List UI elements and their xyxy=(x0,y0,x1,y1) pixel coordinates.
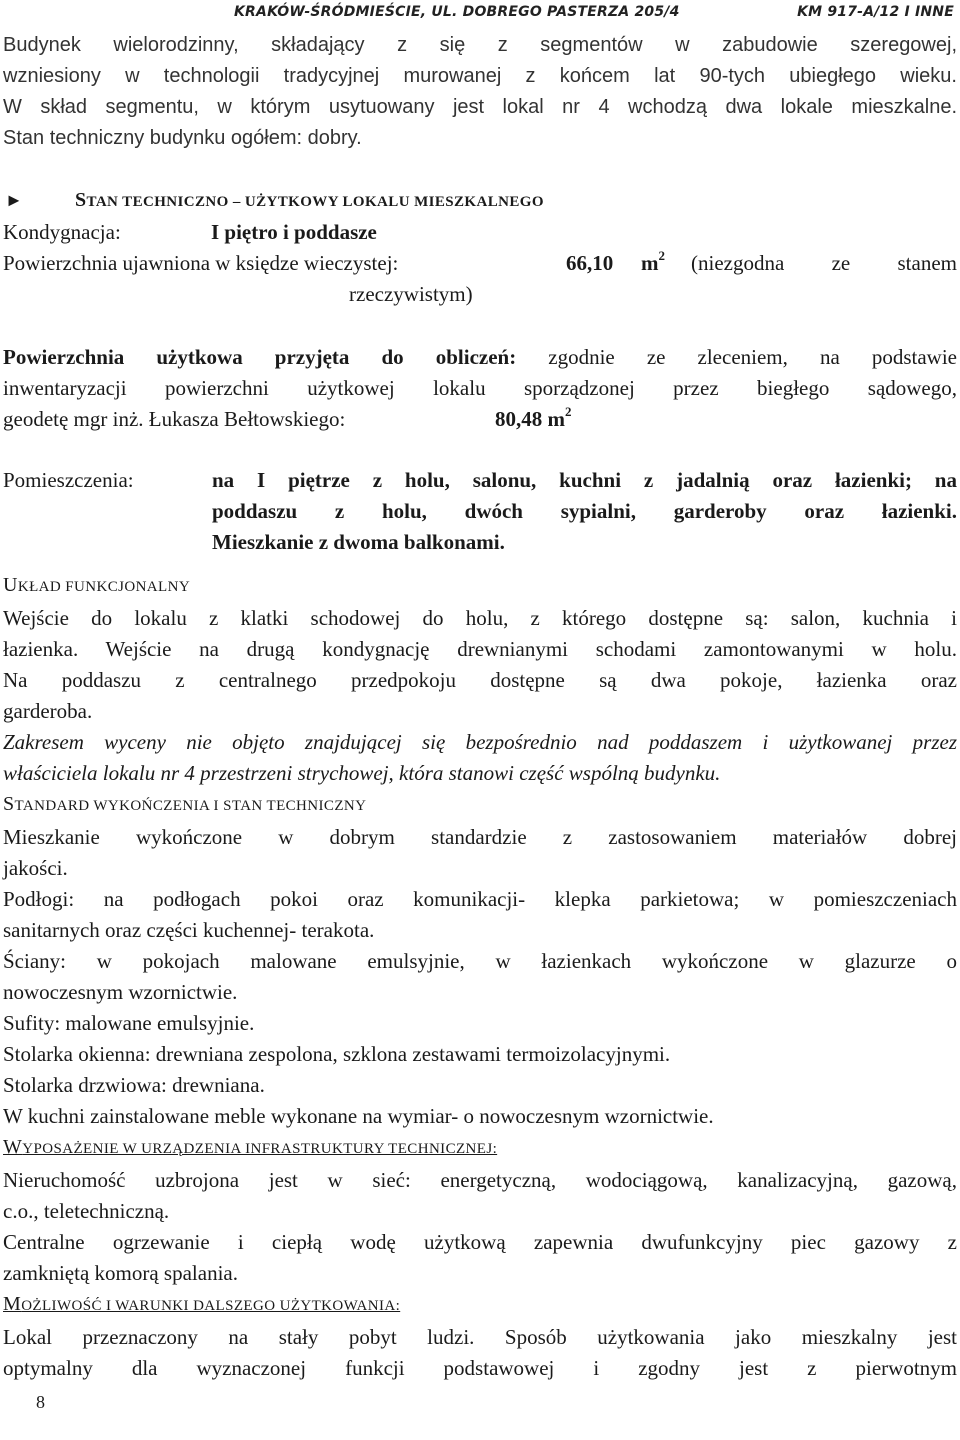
intro-paragraph xyxy=(3,30,957,154)
section-heading-mozliwosc: MOŻLIWOŚĆ I WARUNKI DALSZEGO UŻYTKOWANIA: xyxy=(3,1293,401,1315)
page-header xyxy=(0,2,960,24)
section-heading-standard: STANDARD WYKOŃCZENIA I STAN TECHNICZNY xyxy=(3,793,367,815)
pomieszczenia-label: Pomieszczenia: xyxy=(3,468,134,492)
kondygnacja-label: Kondygnacja: xyxy=(3,220,121,244)
standard-paragraphs: Mieszkanie wykończone w dobrym standardzie z zastosowaniem materiałów dobrej jakości. Podłogi: na podłogach pokoi oraz komunikacji- klepka parkietowa; w pomieszczeniach sanitarnych oraz części kuchennej- terakota. Ściany: w pokojach malowane emulsyjnie, w łazienkach wykończone w glazurze o nowoczesnym wzornictwie. Sufity: malowane emulsyjnie. Stolarka okienna: drewniana zespolona, szklona zestawami termoizolacyjnymi. Stolarka drzwiowa: drewniana. W kuchni zainstalowane meble wykonane na wymiar- o nowoczesnym wzornictwie. xyxy=(3,825,957,1128)
powierzchnia-ujawniona-label: Powierzchnia ujawniona w księdze wieczystej: xyxy=(3,251,399,275)
pomieszczenia-row xyxy=(3,465,957,558)
section-heading-wyposazenie: WYPOSAŻENIE W URZĄDZENIA INFRASTRUKTURY TECHNICZNEJ: xyxy=(3,1136,498,1158)
arrow-icon: ► xyxy=(5,190,23,210)
section-heading-stan: ► STAN TECHNICZNO – UŻYTKOWY LOKALU MIESZKALNEGO xyxy=(3,184,957,217)
intro-line: Stan techniczny budynku ogółem: dobry. xyxy=(3,127,362,149)
powierzchnia-ujawniona-row xyxy=(3,248,957,279)
powierzchnia-ujawniona-value: 66,10 xyxy=(566,251,614,275)
uklad-note: Zakresem wyceny nie objęto znajdującej się bezpośrednio nad poddaszem i użytkowanej przez xyxy=(3,730,957,754)
mozliwosc-paragraphs: Lokal przeznaczony na stały pobyt ludzi. Sposób użytkowania jako mieszkalny jest optymalny dla wyznaczonej funkcji podstawowej i zgodny jest z pierwotnym xyxy=(3,1325,957,1380)
kondygnacja-row xyxy=(3,217,957,248)
header-reference: KM 917-A/12 I INNE xyxy=(797,4,954,20)
powierzchnia-ujawniona-note: (niezgodna ze stanem xyxy=(691,251,957,275)
intro-line: Budynek wielorodzinny, składający z się z segmentów w zabudowie szeregowej, xyxy=(3,34,957,56)
document-body xyxy=(3,30,957,1384)
intro-line: wzniesiony w technologii tradycyjnej murowanej z końcem lat 90-tych ubiegłego wieku. xyxy=(3,65,957,87)
uklad-note: właściciela lokalu nr 4 przestrzeni strychowej, która stanowi część wspólną budynku. xyxy=(3,761,721,785)
uklad-paragraphs: Wejście do lokalu z klatki schodowej do holu, z którego dostępne są: salon, kuchnia i łazienka. Wejście na drugą kondygnację drewnianymi schodami zamontowanymi w holu. Na poddaszu z centralnego przedpokoju dostępne są dwa pokoje, łazienka oraz garderoba. Zakresem wyceny nie objęto znajdującej się bezpośrednio nad poddaszem i użytkowanej przez właściciela lokalu nr 4 przestrzeni strychowej, która stanowi część wspólną budynku. xyxy=(3,603,957,789)
powierzchnia-uzytkowa-label: Powierzchnia użytkowa przyjęta do obliczeń: xyxy=(3,345,517,369)
pomieszczenia-value: na I piętrze z holu, salonu, kuchni z jadalnią oraz łazienki; na poddaszu z holu, dwóch sypialni, garderoby oraz łazienki. Mieszkanie z dwoma balkonami. xyxy=(212,468,957,554)
kondygnacja-value: I piętro i poddasze xyxy=(211,220,377,244)
powierzchnia-uzytkowa-paragraph: Powierzchnia użytkowa przyjęta do obliczeń: zgodnie ze zleceniem, na podstawie inwentaryzacji powierzchni użytkowej lokalu sporządzonej przez biegłego sądowego, geodetę mgr inż. Łukasza Bełtowskiego: 80,48 $m^2$ xyxy=(3,345,957,431)
wyposazenie-paragraphs: Nieruchomość uzbrojona jest w sieć: energetyczną, wodociągową, kanalizacyjną, gazową, c.o., teletechniczną. Centralne ogrzewanie i ciepłą wodę użytkową zapewnia dwufunkcyjny piec gazowy z zamkniętą komorą spalania. xyxy=(3,1168,957,1285)
section-heading-uklad: UKŁAD FUNKCJONALNY xyxy=(3,574,191,596)
page-number: 8 xyxy=(36,1392,45,1412)
powierzchnia-ujawniona-unit: $m^2$ xyxy=(641,248,665,275)
powierzchnia-uzytkowa-value: 80,48 $m^2$ xyxy=(495,404,572,431)
header-address: KRAKÓW-ŚRÓDMIEŚCIE, UL. DOBREGO PASTERZA 205/4 xyxy=(234,4,680,20)
powierzchnia-ujawniona-note-cont: rzeczywistym) xyxy=(349,282,473,306)
intro-line: W skład segmentu, w którym usytuowany jest lokal nr 4 wchodzą dwa lokale mieszkalne. xyxy=(3,96,957,118)
